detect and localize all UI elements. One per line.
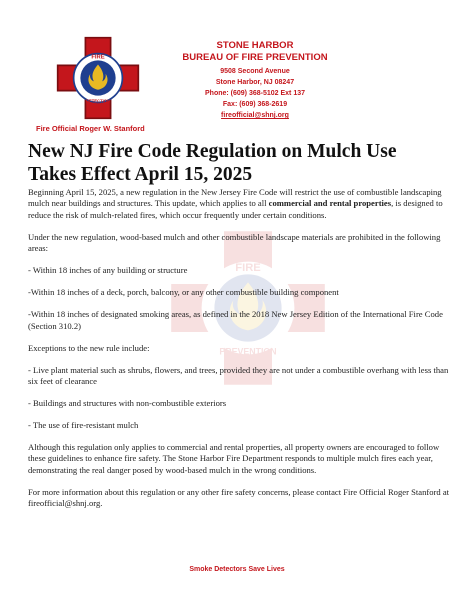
street-address: 9508 Second Avenue [220, 68, 290, 75]
prohibited-area-item: -Within 18 inches of a deck, porch, balcony, or any other combustible building component [28, 287, 339, 298]
fire-department-badge-logo [56, 36, 140, 120]
intro-text-end: , is designed to reduce the risk of mulch-related fires, which occur frequently under certain conditions. [28, 198, 443, 220]
city-address: Stone Harbor, NJ 08247 [215, 79, 295, 86]
logo-bottom-text: DETECTION [85, 98, 111, 104]
email-link[interactable]: fireofficial@shnj.org [221, 112, 289, 119]
org-name-line2: BUREAU OF FIRE PREVENTION [182, 52, 328, 63]
page-title: New NJ Fire Code Regulation on Mulch Use Takes Effect April 15, 2025 [28, 141, 397, 185]
exceptions-heading: Exceptions to the new rule include: [28, 342, 150, 353]
intro-text-start: Beginning April 15, 2025, a new regulation in the New Jersey Fire Code will restrict the use of combustible landscaping mulch near buildings and structures. This update, which applies to all [28, 187, 442, 209]
contact-paragraph: For more information about this regulation or any other fire safety concerns, please contact Fire Official Roger Stanford at fireofficial@shnj.org. [28, 486, 450, 509]
footer-slogan: Smoke Detectors Save Lives [189, 566, 285, 573]
watermark-top-text: FIRE [235, 262, 261, 275]
exception-item: - Buildings and structures with non-combustible exteriors [28, 398, 227, 409]
article-body [28, 187, 452, 520]
letterhead [155, 40, 355, 121]
exception-item: - Live plant material such as shrubs, flowers, and trees, provided they are not under a combustible overhang with less than six feet of clearance [28, 364, 449, 387]
guidance-paragraph: Although this regulation only applies to commercial and rental properties, all property owners are encouraged to follow these guidelines to enhance fire safety. The Stone Harbor Fire Department responds to multiple mulch fires each year, demonstrating the real danger posed by wood-based mulch in the wrong conditions. [28, 442, 440, 475]
phone-number: Phone: (609) 368-5102 Ext 137 [205, 90, 305, 97]
watermark-bottom-text: PREVENTION [219, 346, 277, 357]
fax-number: Fax: (609) 368-2619 [222, 101, 288, 108]
logo-top-text: FIRE [91, 54, 105, 61]
prohibited-area-item: - Within 18 inches of any building or structure [28, 265, 188, 276]
regulation-paragraph: Under the new regulation, wood-based mulch and other combustible landscape materials are prohibited in the following areas: [28, 231, 441, 254]
exception-item: - The use of fire-resistant mulch [28, 420, 139, 431]
org-name-line1: STONE HARBOR [216, 40, 294, 51]
intro-paragraph [28, 187, 452, 221]
prohibited-area-item: -Within 18 inches of designated smoking areas, as defined in the 2018 New Jersey Edition of the International Fire Code (Section 310.2) [28, 309, 443, 331]
intro-bold-phrase: commercial and rental properties [268, 198, 392, 209]
fire-official-name: Fire Official Roger W. Stanford [36, 124, 145, 133]
